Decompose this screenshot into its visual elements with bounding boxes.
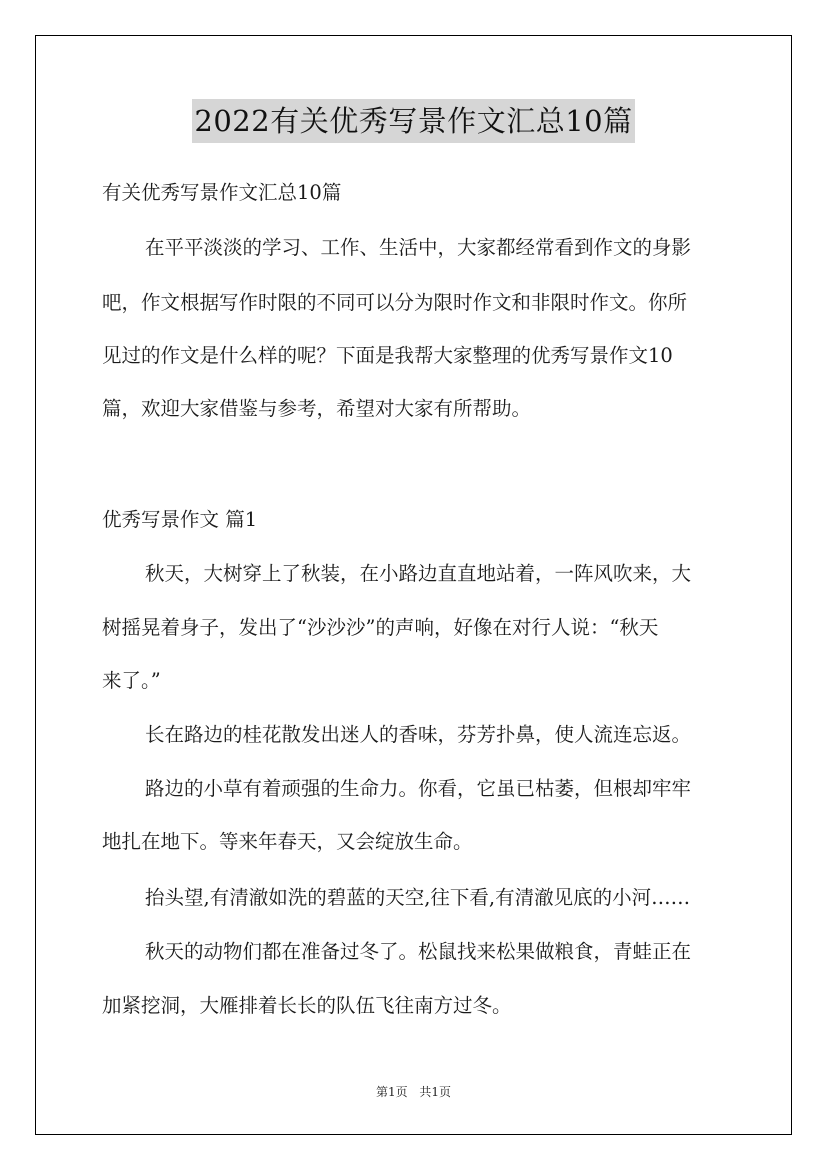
section-line-1: 秋天，大树穿上了秋装，在小路边直直地站着，一阵风吹来，大 [145, 562, 692, 585]
intro-line-1: 在平平淡淡的学习、工作、生活中，大家都经常看到作文的身影 [145, 236, 692, 259]
page-footer [0, 1084, 827, 1100]
section-line-6: 地扎在地下。等来年春天，又会绽放生命。 [102, 830, 473, 853]
section-heading: 优秀写景作文 篇1 [102, 508, 258, 531]
page-total: 共1页 [419, 1085, 452, 1099]
document-subtitle: 有关优秀写景作文汇总10篇 [102, 181, 342, 204]
intro-line-3: 见过的作文是什么样的呢？下面是我帮大家整理的优秀写景作文10 [102, 344, 673, 367]
section-line-4: 长在路边的桂花散发出迷人的香味，芬芳扑鼻，使人流连忘返。 [145, 723, 692, 746]
page-number: 第1页 [375, 1085, 408, 1099]
title-container [0, 99, 827, 143]
section-line-2: 树摇晃着身子，发出了“沙沙沙”的声响，好像在对行人说：“秋天 [102, 616, 659, 639]
section-line-7: 抬头望,有清澈如洗的碧蓝的天空,往下看,有清澈见底的小河…… [145, 886, 691, 909]
intro-line-2: 吧，作文根据写作时限的不同可以分为限时作文和非限时作文。你所 [102, 291, 688, 314]
document-title: 2022有关优秀写景作文汇总10篇 [192, 99, 634, 143]
section-line-9: 加紧挖洞，大雁排着长长的队伍飞往南方过冬。 [102, 994, 512, 1017]
section-line-3: 来了。” [102, 669, 161, 692]
section-line-8: 秋天的动物们都在准备过冬了。松鼠找来松果做粮食，青蛙正在 [145, 940, 692, 963]
section-line-5: 路边的小草有着顽强的生命力。你看，它虽已枯萎，但根却牢牢 [145, 777, 692, 800]
intro-line-4: 篇，欢迎大家借鉴与参考，希望对大家有所帮助。 [102, 397, 532, 420]
